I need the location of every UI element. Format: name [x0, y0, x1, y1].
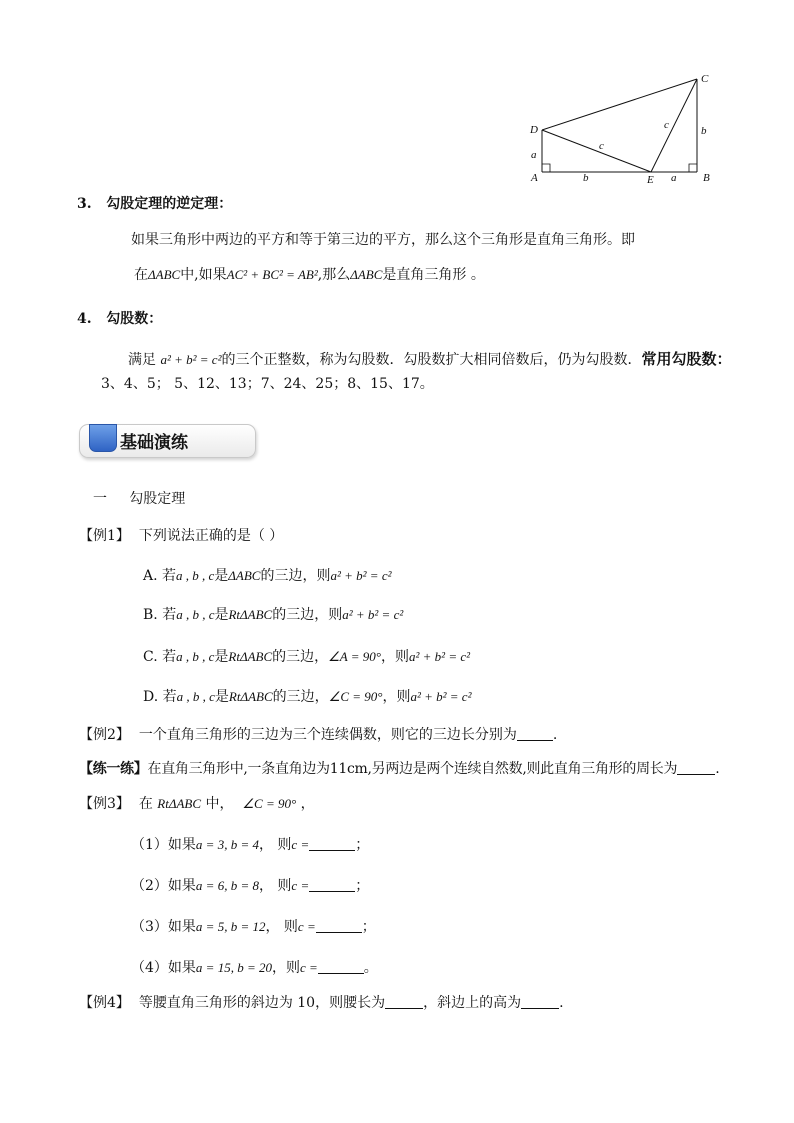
- answer-blank[interactable]: [521, 996, 559, 1009]
- ex1-option-c[interactable]: [143, 646, 470, 666]
- text: ，则: [381, 649, 409, 665]
- text: 的三边，则: [260, 568, 331, 584]
- math-triangle: ΔABC: [148, 267, 181, 282]
- ex2-text: 一个直角三角形的三边为三个连续偶数，则它的三边长分别为: [138, 727, 517, 743]
- math-condition: ∠C = 90°: [242, 796, 297, 811]
- ex1-option-d[interactable]: [143, 686, 471, 706]
- text: ，: [300, 796, 315, 812]
- math-equation: a² + b² = c²: [409, 649, 471, 664]
- answer-blank[interactable]: [309, 838, 355, 851]
- math-equation: a² + b² = c²: [410, 689, 472, 704]
- ex1-option-b[interactable]: [143, 604, 403, 624]
- sec4-line2: 3、4、5； 5、12、13；7、24、25；8、15、17。: [101, 376, 434, 392]
- label-D: D: [530, 124, 538, 136]
- label-B: B: [703, 172, 710, 184]
- text: ；: [355, 878, 370, 894]
- answer-blank[interactable]: [677, 762, 715, 775]
- sec3-num: 3.: [77, 196, 92, 212]
- math-triangle: RtΔABC: [157, 796, 202, 811]
- math-equation: a² + b² = c²: [160, 352, 222, 367]
- ex3-tag: 【例3】: [79, 796, 130, 812]
- sec4-line1: [128, 348, 731, 369]
- text: （2）如果: [131, 878, 196, 894]
- ex1-question: 下列说法正确的是（ ）: [138, 528, 284, 544]
- practice: [79, 758, 719, 778]
- text: ；: [355, 837, 370, 853]
- text: 在: [134, 267, 148, 283]
- sec3-heading: [77, 193, 232, 213]
- text: ， 则: [265, 919, 298, 935]
- math-equation: AC² + BC² = AB²: [226, 267, 318, 282]
- label-c-de: c: [599, 140, 604, 152]
- math-triangle: ΔABC: [228, 568, 261, 583]
- ex4: [79, 992, 564, 1012]
- text: 的三边，: [272, 689, 329, 705]
- text: A. 若: [143, 568, 177, 584]
- sec3-line2: [134, 264, 485, 284]
- math-vars: a , b , c: [176, 568, 215, 583]
- text: 是: [214, 649, 229, 665]
- text: 。: [470, 267, 485, 283]
- text: ；: [361, 919, 376, 935]
- text: 的三边，: [272, 649, 329, 665]
- text: ，斜边上的高为: [423, 995, 522, 1011]
- math-expr: a = 6, b = 8: [195, 878, 259, 893]
- math-vars: a , b , c: [176, 689, 215, 704]
- label-a-left: a: [531, 149, 537, 161]
- sec4-heading: [77, 308, 162, 328]
- ex1-tag: 【例1】: [79, 528, 130, 544]
- section1-title: 勾股定理: [129, 491, 186, 507]
- label-b-ae: b: [583, 172, 589, 184]
- ex1-stem: [79, 525, 283, 545]
- text: 的三边，则: [272, 607, 343, 623]
- common-pythagorean-label: 常用勾股数：: [641, 350, 732, 368]
- section1-num: 一: [93, 491, 107, 507]
- math-c: c =: [299, 960, 318, 975]
- badge-title: 基础演练: [120, 433, 188, 453]
- math-c: c =: [291, 878, 310, 893]
- text: ， 则: [258, 878, 292, 894]
- text: 是: [214, 568, 229, 584]
- text: （1）如果: [131, 837, 196, 853]
- ex2: [79, 724, 557, 744]
- ex4-tag: 【例4】: [79, 995, 130, 1011]
- math-triangle: RtΔABC: [228, 649, 273, 664]
- answer-blank[interactable]: [517, 728, 553, 741]
- answer-blank[interactable]: [316, 920, 362, 933]
- answer-blank[interactable]: [318, 961, 364, 974]
- math-vars: a , b , c: [176, 649, 215, 664]
- ex3-item-1: [131, 834, 369, 854]
- text: 等腰直角三角形的斜边为 10，则腰长为: [138, 995, 386, 1011]
- text: 在: [138, 796, 153, 812]
- ex2-tag: 【例2】: [79, 727, 130, 743]
- answer-blank[interactable]: [309, 879, 355, 892]
- math-expr: a = 3, b = 4: [195, 837, 259, 852]
- label-c-ec: c: [664, 119, 669, 131]
- text: 的三个正整数，称为勾股数．勾股数扩大相同倍数后，仍为勾股数．: [221, 352, 642, 368]
- ex3-item-2: [131, 875, 369, 895]
- math-triangle: ΔABC: [350, 267, 383, 282]
- text: .: [552, 727, 558, 743]
- ex3-item-3: [131, 916, 376, 936]
- text: ，则: [382, 689, 411, 705]
- math-condition: ∠A = 90°: [328, 649, 381, 664]
- text: （4）如果: [131, 960, 196, 976]
- math-c: c =: [297, 919, 316, 934]
- math-expr: a = 15, b = 20: [195, 960, 272, 975]
- answer-blank[interactable]: [385, 996, 423, 1009]
- practice-tag: 【练一练】: [79, 761, 148, 777]
- text: ,那么: [317, 267, 351, 283]
- text: B. 若: [143, 607, 177, 623]
- math-condition: ∠C = 90°: [328, 689, 383, 704]
- math-triangle: RtΔABC: [228, 689, 273, 704]
- math-vars: a , b , c: [176, 607, 215, 622]
- math-triangle: RtΔABC: [228, 607, 273, 622]
- ex3-stem: [79, 793, 315, 813]
- sec4-title: 勾股数：: [106, 311, 163, 327]
- text: 中，: [205, 796, 234, 812]
- label-E: E: [647, 174, 654, 186]
- text: 。: [363, 960, 378, 976]
- text: D. 若: [143, 689, 177, 705]
- math-c: c =: [291, 837, 310, 852]
- text: 是直角三角形: [382, 267, 467, 283]
- practice-text: 在直角三角形中,一条直角边为11cm,另两边是两个连续自然数,则此直角三角形的周长为: [147, 761, 678, 777]
- text: （3）如果: [131, 919, 196, 935]
- text: ，则: [271, 960, 300, 976]
- ex1-option-a[interactable]: [143, 565, 392, 585]
- math-equation: a² + b² = c²: [330, 568, 392, 583]
- sec3-title: 勾股定理的逆定理：: [106, 196, 233, 212]
- text: .: [715, 761, 720, 777]
- badge-bookmark-icon: [89, 424, 117, 452]
- text: 中,如果: [180, 267, 227, 283]
- sec3-line1: 如果三角形中两边的平方和等于第三边的平方，那么这个三角形是直角三角形。即: [131, 232, 635, 248]
- label-C: C: [701, 73, 709, 85]
- ex3-item-4: [131, 957, 378, 977]
- triangle-figure: [525, 70, 725, 188]
- text: 满足: [128, 352, 156, 368]
- text: ， 则: [258, 837, 292, 853]
- section1-heading: [93, 488, 185, 508]
- label-A: A: [531, 172, 538, 184]
- text: .: [559, 995, 564, 1011]
- text: 是: [214, 607, 229, 623]
- sec4-num: 4.: [77, 311, 92, 327]
- math-equation: a² + b² = c²: [342, 607, 404, 622]
- math-expr: a = 5, b = 12: [195, 919, 266, 934]
- label-a-eb: a: [671, 172, 677, 184]
- text: 是: [214, 689, 229, 705]
- label-b-right: b: [701, 125, 707, 137]
- text: C. 若: [143, 649, 177, 665]
